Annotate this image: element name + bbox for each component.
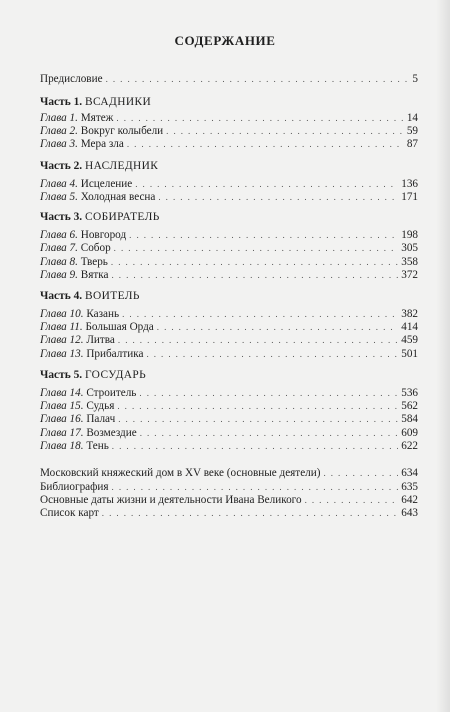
dot-leader (122, 308, 398, 320)
toc-page-number: 136 (401, 178, 418, 190)
toc-page-number: 609 (401, 427, 418, 439)
toc-entry-appendix-3[interactable] (40, 494, 418, 506)
toc-entry-chapter-17[interactable] (40, 427, 418, 439)
chapter-number: Глава 6. (40, 229, 78, 241)
dot-leader (106, 73, 410, 85)
toc-entry-chapter-3[interactable] (40, 138, 418, 150)
toc-page-number: 5 (412, 73, 418, 85)
page-edge-shadow (436, 0, 450, 712)
chapter-number: Глава 18. (40, 440, 84, 452)
toc-entry-chapter-7[interactable] (40, 242, 418, 254)
chapter-title: Судья (86, 400, 115, 412)
dot-leader (135, 178, 398, 190)
toc-page-number: 584 (401, 413, 418, 425)
chapter-number: Глава 17. (40, 427, 84, 439)
part-number: Часть 3. (40, 211, 83, 223)
chapter-number: Глава 16. (40, 413, 84, 425)
toc-page-number: 14 (406, 112, 418, 124)
chapter-title: Строитель (86, 387, 137, 399)
toc-entry-label: Список карт (40, 507, 99, 519)
toc-entry-chapter-1[interactable] (40, 112, 418, 124)
dot-leader (117, 400, 398, 412)
toc-entry-chapter-16[interactable] (40, 413, 418, 425)
part-title: ВОИТЕЛЬ (84, 290, 140, 302)
chapter-title: Мера зла (80, 138, 124, 150)
part-heading-4[interactable] (40, 290, 140, 302)
part-number: Часть 4. (40, 290, 83, 302)
chapter-title: Тень (86, 440, 109, 452)
part-heading-3[interactable] (40, 211, 160, 223)
toc-page-number: 87 (406, 138, 418, 150)
chapter-number: Глава 11. (40, 321, 83, 333)
dot-leader (118, 413, 398, 425)
toc-entry-chapter-9[interactable] (40, 269, 418, 281)
chapter-title: Тверь (80, 256, 108, 268)
dot-leader (127, 138, 404, 150)
chapter-number: Глава 5. (40, 191, 78, 203)
part-heading-1[interactable] (40, 96, 151, 108)
part-title: НАСЛЕДНИК (84, 160, 159, 172)
toc-page-number: 305 (401, 242, 418, 254)
chapter-title: Новгород (80, 229, 127, 241)
dot-leader (158, 191, 398, 203)
chapter-number: Глава 9. (40, 269, 78, 281)
chapter-title: Прибалтика (86, 348, 144, 360)
toc-entry-chapter-13[interactable] (40, 348, 418, 360)
toc-page-number: 562 (401, 400, 418, 412)
dot-leader (323, 467, 398, 479)
part-heading-5[interactable] (40, 369, 146, 381)
toc-page-number: 382 (401, 308, 418, 320)
toc-page-number: 372 (401, 269, 418, 281)
toc-page-number: 635 (401, 481, 418, 493)
toc-entry-chapter-4[interactable] (40, 178, 418, 190)
part-title: ГОСУДАРЬ (84, 369, 147, 381)
chapter-title: Вятка (80, 269, 109, 281)
dot-leader (146, 348, 398, 360)
toc-page-number: 501 (401, 348, 418, 360)
chapter-title: Мятеж (80, 112, 114, 124)
dot-leader (129, 229, 398, 241)
toc-page-number: 643 (401, 507, 418, 519)
chapter-title: Литва (86, 334, 115, 346)
chapter-number: Глава 10. (40, 308, 84, 320)
chapter-title: Исцеление (80, 178, 133, 190)
toc-page-number: 358 (401, 256, 418, 268)
toc-page-number: 634 (401, 467, 418, 479)
chapter-number: Глава 12. (40, 334, 84, 346)
toc-entry-chapter-15[interactable] (40, 400, 418, 412)
chapter-title: Возмездие (86, 427, 137, 439)
chapter-number: Глава 3. (40, 138, 78, 150)
chapter-number: Глава 7. (40, 242, 78, 254)
dot-leader (111, 269, 398, 281)
chapter-number: Глава 15. (40, 400, 84, 412)
dot-leader (111, 256, 398, 268)
toc-entry-chapter-6[interactable] (40, 229, 418, 241)
toc-entry-appendix-4[interactable] (40, 507, 418, 519)
part-title: ВСАДНИКИ (84, 96, 152, 108)
dot-leader (140, 427, 399, 439)
dot-leader (166, 125, 404, 137)
part-number: Часть 2. (40, 160, 83, 172)
toc-entry-label: Московский княжеский дом в XV веке (основные деятели) (40, 467, 321, 479)
toc-page-number: 171 (401, 191, 418, 203)
dot-leader (112, 440, 398, 452)
toc-entry-chapter-8[interactable] (40, 256, 418, 268)
chapter-number: Глава 1. (40, 112, 78, 124)
part-number: Часть 5. (40, 369, 83, 381)
chapter-number: Глава 2. (40, 125, 78, 137)
toc-entry-label: Основные даты жизни и деятельности Ивана Великого (40, 494, 302, 506)
toc-entry-appendix-1[interactable] (40, 467, 418, 479)
toc-page-number: 414 (401, 321, 418, 333)
chapter-number: Глава 4. (40, 178, 78, 190)
toc-entry-appendix-2[interactable] (40, 481, 418, 493)
chapter-title: Собор (80, 242, 111, 254)
toc-entry-label: Предисловие (40, 73, 103, 85)
toc-entry-preface[interactable] (40, 73, 418, 85)
toc-page-number: 459 (401, 334, 418, 346)
toc-entry-chapter-10[interactable] (40, 308, 418, 320)
dot-leader (116, 112, 403, 124)
chapter-number: Глава 8. (40, 256, 78, 268)
toc-page-number: 536 (401, 387, 418, 399)
toc-page-number: 622 (401, 440, 418, 452)
dot-leader (305, 494, 399, 506)
chapter-number: Глава 13. (40, 348, 84, 360)
part-heading-2[interactable] (40, 160, 158, 172)
dot-leader (114, 242, 399, 254)
chapter-title: Палач (86, 413, 116, 425)
toc-page-number: 198 (401, 229, 418, 241)
toc-entry-chapter-18[interactable] (40, 440, 418, 452)
dot-leader (139, 387, 398, 399)
chapter-title: Казань (86, 308, 120, 320)
chapter-number: Глава 14. (40, 387, 84, 399)
part-title: СОБИРАТЕЛЬ (84, 211, 160, 223)
dot-leader (118, 334, 398, 346)
page-title: СОДЕРЖАНИЕ (174, 33, 276, 48)
chapter-title: Большая Орда (85, 321, 154, 333)
toc-entry-label: Библиография (40, 481, 109, 493)
chapter-title: Холодная весна (80, 191, 156, 203)
toc-entry-chapter-11[interactable] (40, 321, 418, 333)
toc-page-number: 642 (401, 494, 418, 506)
toc-entry-chapter-12[interactable] (40, 334, 418, 346)
chapter-title: Вокруг колыбели (80, 125, 164, 137)
dot-leader (157, 321, 398, 333)
toc-entry-chapter-14[interactable] (40, 387, 418, 399)
toc-entry-chapter-5[interactable] (40, 191, 418, 203)
part-number: Часть 1. (40, 96, 83, 108)
toc-page-number: 59 (406, 125, 418, 137)
dot-leader (112, 481, 399, 493)
dot-leader (102, 507, 398, 519)
toc-entry-chapter-2[interactable] (40, 125, 418, 137)
